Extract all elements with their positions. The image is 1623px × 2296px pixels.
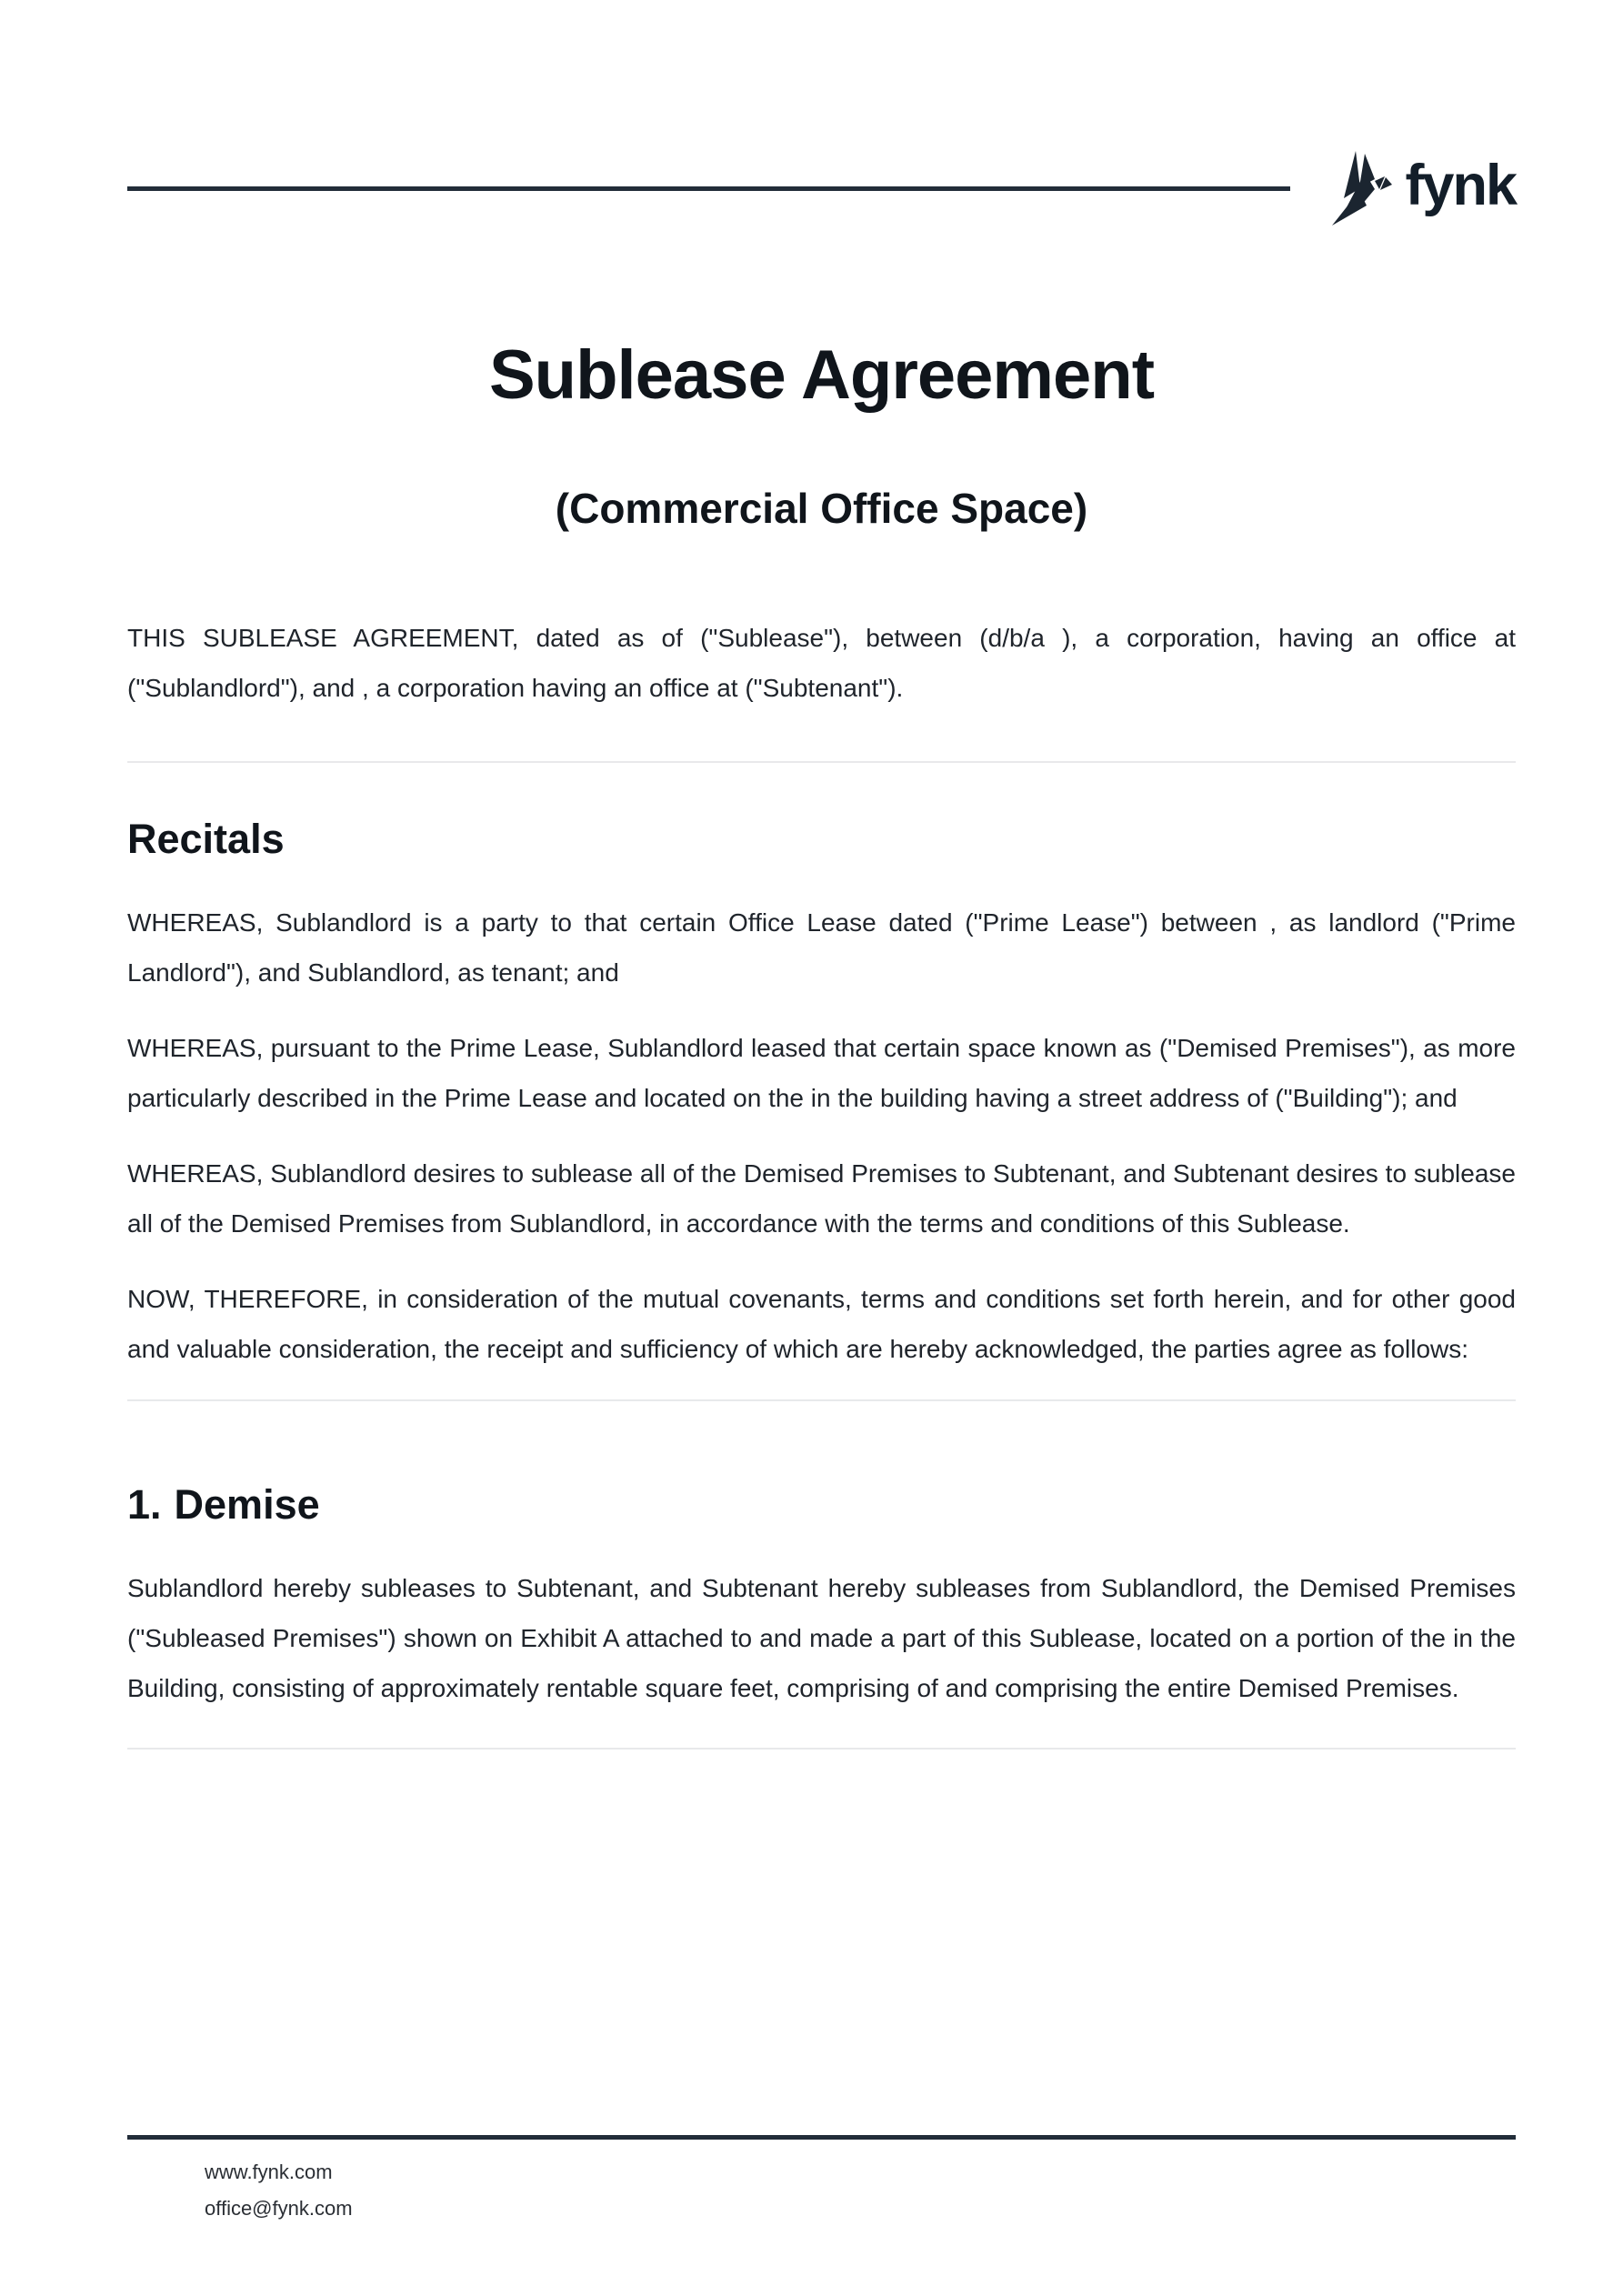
recitals-paragraph: WHEREAS, Sublandlord desires to sublease all of the Demised Premises to Subtenant, and Subtenant desires to sublease all of the Demised Premises from Sublandlord, in accordance with the terms and conditions of this Sublease. <box>127 1159 1516 1238</box>
origami-bird-icon <box>1332 151 1392 226</box>
section-number: 1. <box>127 1481 162 1528</box>
brand-wordmark: fynk <box>1405 153 1516 217</box>
footer-website-link[interactable]: www.fynk.com <box>205 2161 333 2183</box>
section-title: Demise <box>174 1481 320 1528</box>
document-footer <box>127 2135 1516 2227</box>
footer-links <box>127 2140 1516 2227</box>
demise-heading <box>127 1481 1516 1529</box>
intro-paragraph: THIS SUBLEASE AGREEMENT, dated as of ("Sublease"), between (d/b/a ), a corporation, having an office at ("Sublandlord"), and , a corporation having an office at ("Subtenant"). <box>127 624 1516 702</box>
header-rule <box>127 186 1290 191</box>
recitals-heading: Recitals <box>127 816 285 862</box>
recitals-paragraph: WHEREAS, pursuant to the Prime Lease, Sublandlord leased that certain space known as ("Demised Premises"), as more particularly described in the Prime Lease and located on the in the building having a street address of ("Building"); and <box>127 1034 1516 1112</box>
document-header <box>127 151 1516 226</box>
demise-paragraph: Sublandlord hereby subleases to Subtenant, and Subtenant hereby subleases from Sublandlord, the Demised Premises ("Subleased Premises") shown on Exhibit A attached to and made a part of this Sublease, located on a portion of the in the Building, consisting of approximately rentable square feet, comprising of and comprising the entire Demised Premises. <box>127 1574 1516 1702</box>
footer-email-link[interactable]: office@fynk.com <box>205 2197 353 2220</box>
fynk-logo <box>1332 151 1516 226</box>
section-divider <box>127 761 1516 763</box>
document-subtitle: (Commercial Office Space) <box>555 485 1088 532</box>
document-title: Sublease Agreement <box>488 336 1154 414</box>
recitals-paragraph: NOW, THEREFORE, in consideration of the mutual covenants, terms and conditions set forth herein, and for other good and valuable consideration, the receipt and sufficiency of which are hereby acknowledged, the parties agree as follows: <box>127 1285 1516 1363</box>
section-divider <box>127 1399 1516 1401</box>
recitals-paragraph: WHEREAS, Sublandlord is a party to that certain Office Lease dated ("Prime Lease") between , as landlord ("Prime Landlord"), and Sublandlord, as tenant; and <box>127 908 1516 987</box>
section-divider <box>127 1748 1516 1750</box>
